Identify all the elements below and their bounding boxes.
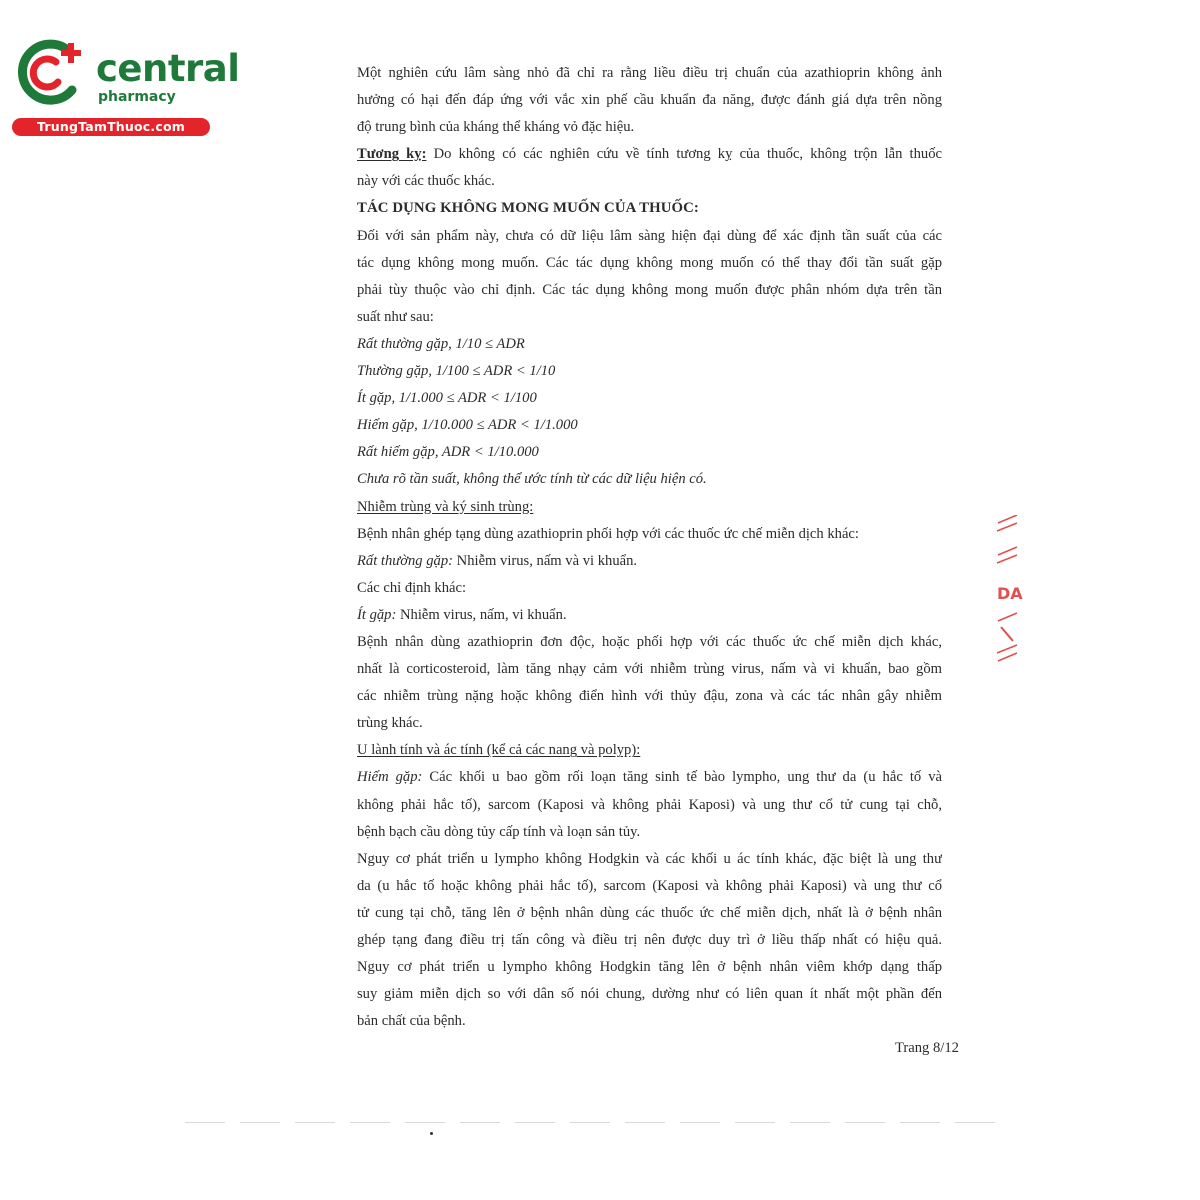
text-line: nhất là corticosteroid, làm tăng nhạy cảm với nhiễm trùng virus, nấm và vi khuẩn, bao gồm: [357, 661, 942, 678]
frequency-line: Ít gặp, 1/1.000 ≤ ADR < 1/100: [357, 390, 537, 407]
text-span: Nhiễm virus, nấm, vi khuẩn.: [399, 606, 567, 623]
stamp-text: DA: [997, 584, 1023, 603]
text-span: Các khối u bao gồm rối loạn tăng sinh tế bào lympho, ung thư da (u hắc tố và: [429, 769, 942, 786]
text-line: ghép tạng đang điều trị tấn công và điều trị nên được duy trì ở liều thấp nhất có hiệu quả.: [357, 932, 942, 948]
section-heading: TÁC DỤNG KHÔNG MONG MUỐN CỦA THUỐC:: [357, 200, 699, 217]
text-line: bản chất của bệnh.: [357, 1013, 466, 1030]
text-line: [357, 764, 942, 791]
logo-mark-icon: [10, 38, 94, 108]
text-line: phải tùy thuộc vào chỉ định. Các tác dụng không mong muốn được phân nhóm dựa trên tần: [357, 281, 942, 298]
stamp-fragment-icon: [995, 515, 1025, 665]
central-pharmacy-logo: [10, 38, 240, 138]
text-line: này với các thuốc khác.: [357, 173, 495, 190]
text-line: Đối với sản phẩm này, chưa có dữ liệu lâm sàng hiện đại dùng để xác định tần suất của các: [357, 227, 942, 244]
frequency-line: Rất thường gặp, 1/10 ≤ ADR: [357, 335, 525, 352]
text-line: [357, 602, 942, 629]
frequency-line: Chưa rõ tần suất, không thể ước tính từ các dữ liệu hiện có.: [357, 471, 707, 488]
text-line: Các chỉ định khác:: [357, 579, 467, 596]
incompatibility-line: [357, 141, 942, 168]
text-line: hưởng có hại đến đáp ứng với vắc xin phế cầu khuẩn đa năng, được đánh giá dựa trên nồng: [357, 92, 942, 109]
page-number: Trang 8/12: [895, 1040, 959, 1056]
logo-name: central: [96, 47, 240, 90]
text-line: không phải hắc tố), sarcom (Kaposi và không phải Kaposi) và ung thư cổ tử cung tại chỗ,: [357, 796, 942, 813]
text-line: suất như sau:: [357, 308, 434, 325]
text-line: tác dụng không mong muốn. Các tác dụng không mong muốn có thể thay đổi tần suất gặp: [357, 254, 942, 271]
subsection-heading: Nhiễm trùng và ký sinh trùng:: [357, 498, 534, 515]
text-line: da (u hắc tố hoặc không phải hắc tố), sarcom (Kaposi và không phải Kaposi) và ung thư cổ: [357, 877, 942, 894]
text-line: tử cung tại chỗ, tăng lên ở bệnh nhân dùng các thuốc ức chế miễn dịch, nhất là ở bệnh nhân: [357, 904, 942, 921]
text-line: [357, 548, 942, 575]
text-line: bệnh bạch cầu dòng tủy cấp tính và loạn sản tủy.: [357, 823, 641, 840]
text-line: suy giảm miễn dịch so với dân số nói chung, dường như có liên quan ít nhất một phần đến: [357, 986, 942, 1003]
frequency-label: Ít gặp:: [357, 606, 397, 623]
text-line: Một nghiên cứu lâm sàng nhỏ đã chỉ ra rằng liều điều trị chuẩn của azathioprin không ảnh: [357, 65, 942, 81]
text-span: Nhiễm virus, nấm và vi khuẩn.: [456, 552, 638, 569]
text-line: Bệnh nhân dùng azathioprin đơn độc, hoặc phối hợp với các thuốc ức chế miễn dịch khác,: [357, 633, 942, 650]
logo-subtitle: pharmacy: [98, 89, 176, 105]
frequency-line: Hiếm gặp, 1/10.000 ≤ ADR < 1/1.000: [357, 417, 578, 434]
frequency-line: Thường gặp, 1/100 ≤ ADR < 1/10: [357, 363, 556, 380]
incompatibility-label: Tương kỵ:: [357, 146, 427, 163]
text-line: trùng khác.: [357, 715, 423, 732]
text-line: các nhiễm trùng nặng hoặc không điển hình với thủy đậu, zona và các tác nhân gây nhiễm: [357, 688, 942, 705]
scan-artifact-dot: [430, 1132, 433, 1135]
logo-website: TrungTamThuoc.com: [12, 118, 210, 136]
frequency-label: Hiếm gặp:: [357, 769, 423, 786]
text-line: Bệnh nhân ghép tạng dùng azathioprin phối hợp với các thuốc ức chế miễn dịch khác:: [357, 525, 859, 542]
frequency-label: Rất thường gặp:: [357, 552, 454, 569]
text-span: Do không có các nghiên cứu về tính tương kỵ của thuốc, không trộn lẫn thuốc: [433, 146, 942, 163]
text-line: độ trung bình của kháng thể kháng vỏ đặc hiệu.: [357, 119, 635, 136]
text-line: Nguy cơ phát triển u lympho không Hodgkin tăng lên ở bệnh nhân viêm khớp dạng thấp: [357, 959, 942, 976]
scan-artifact-line: [185, 1122, 1010, 1123]
text-line: Nguy cơ phát triển u lympho không Hodgkin và các khối u ác tính khác, đặc biệt là ung thư: [357, 850, 942, 867]
document-body: [357, 60, 942, 1035]
frequency-line: Rất hiếm gặp, ADR < 1/10.000: [357, 444, 539, 461]
subsection-heading: U lành tính và ác tính (kể cả các nang và polyp):: [357, 742, 641, 759]
